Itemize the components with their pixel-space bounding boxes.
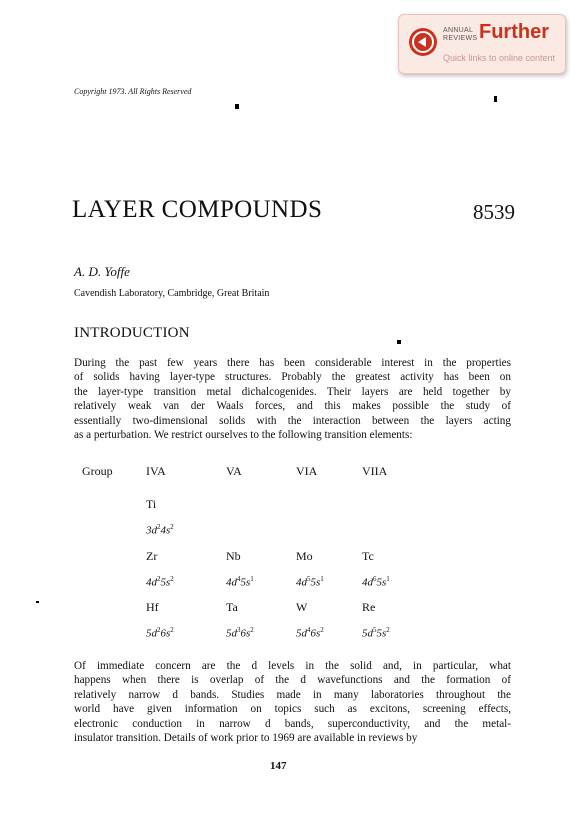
electron-configuration [296,575,324,589]
further-badge[interactable] [398,14,566,74]
orbital-occupancy: 2 [250,626,254,634]
article-title: LAYER COMPOUNDS [72,196,323,223]
page-number: 147 [270,760,287,772]
orbital: 6s [310,627,321,640]
orbital-occupancy: 2 [170,575,174,583]
body-paragraph [74,659,511,745]
orbital: 4d [146,576,157,589]
orbital-occupancy: 5 [307,575,311,583]
orbital-occupancy: 3 [237,626,241,634]
element-symbol: Hf [146,600,159,614]
electron-configuration [146,626,174,640]
scan-speck [36,601,39,603]
orbital: 6s [240,627,251,640]
electron-configuration [146,523,174,537]
electron-configuration [296,626,324,640]
orbital-occupancy: 2 [320,626,324,634]
text-line: of solids having layer-type structures. Probably the greatest activity has been on [74,371,511,384]
orbital-occupancy: 2 [386,626,390,634]
badge-publisher: ANNUAL REVIEWS [443,27,478,42]
text-line: Of immediate concern are the d levels in the solid and, in particular, what [74,660,511,672]
badge-tagline: Quick links to online content [443,53,556,63]
orbital: 4d [296,576,307,589]
group-header: IVA [146,464,166,478]
orbital-occupancy: 1 [386,575,390,583]
orbital: 5s [310,576,321,589]
orbital-occupancy: 2 [170,626,174,634]
electron-configuration [146,575,174,589]
orbital-occupancy: 1 [250,575,254,583]
orbital-occupancy: 2 [170,523,174,531]
scan-speck [494,96,497,102]
group-header: VIIA [362,464,388,478]
text-line: relatively narrow d bands. Studies made in many laboratories throughout the [74,688,511,701]
text-line: essentially two-dimensional solids with the interaction between the layers acting [74,414,511,427]
text-line: electronic conduction in narrow d bands, superconductivity, and the metal- [74,717,511,730]
intro-paragraph [74,356,511,442]
element-symbol: W [296,600,308,614]
group-header: VA [226,464,242,478]
text-line: relatively weak van der Waals forces, and this makes possible the study of [74,400,511,413]
badge-further-label: Further [479,21,549,43]
orbital: 5s [376,576,387,589]
orbital: 4d [362,576,373,589]
element-symbol: Mo [296,549,313,563]
element-symbol: Tc [362,549,374,563]
orbital-occupancy: 2 [157,626,161,634]
orbital-occupancy: 5 [373,626,377,634]
author-affiliation: Cavendish Laboratory, Cambridge, Great Britain [74,288,270,299]
orbital-occupancy: 2 [157,523,161,531]
orbital: 6s [160,627,171,640]
scan-speck [235,104,239,109]
orbital: 5d [226,627,237,640]
orbital: 5s [376,627,387,640]
play-back-icon [409,28,437,56]
article-number: 8539 [473,200,515,224]
text-line: happens when there is overlap of the d wavefunctions and the formation of [74,674,511,687]
orbital-occupancy: 4 [307,626,311,634]
orbital: 5s [160,576,171,589]
orbital-occupancy: 2 [157,575,161,583]
orbital: 4d [226,576,237,589]
text-line: world have given information on topics such as excitons, screening effects, [74,703,511,716]
electron-configuration [226,575,254,589]
text-line: as a perturbation. We restrict ourselves to the following transition elements: [74,429,413,442]
element-symbol: Ta [226,600,238,614]
orbital: 5s [240,576,251,589]
element-symbol: Ti [146,497,157,511]
orbital: 5d [146,627,157,640]
author-name: A. D. Yoffe [74,264,130,279]
section-heading: INTRODUCTION [74,325,190,341]
text-line: insulator transition. Details of work prior to 1969 are available in reviews by [74,732,418,745]
orbital-occupancy: 4 [237,575,241,583]
copyright-notice: Copyright 1973. All Rights Reserved [74,87,192,96]
element-symbol: Zr [146,549,158,563]
orbital: 5d [362,627,373,640]
orbital-occupancy: 6 [373,575,377,583]
element-symbol: Nb [226,549,241,563]
element-symbol: Re [362,600,376,614]
group-header: VIA [296,464,318,478]
orbital: 4s [160,524,171,537]
table-row-label: Group [82,464,113,478]
orbital: 5d [296,627,307,640]
orbital: 3d [146,524,157,537]
electron-configuration [362,575,390,589]
text-line: During the past few years there has been considerable interest in the properties [74,357,511,369]
scan-speck [397,340,401,344]
electron-configuration [226,626,254,640]
text-line: the layer-type transition metal dichalcogenides. Their layers are held together by [74,385,511,398]
orbital-occupancy: 1 [320,575,324,583]
electron-configuration [362,626,390,640]
